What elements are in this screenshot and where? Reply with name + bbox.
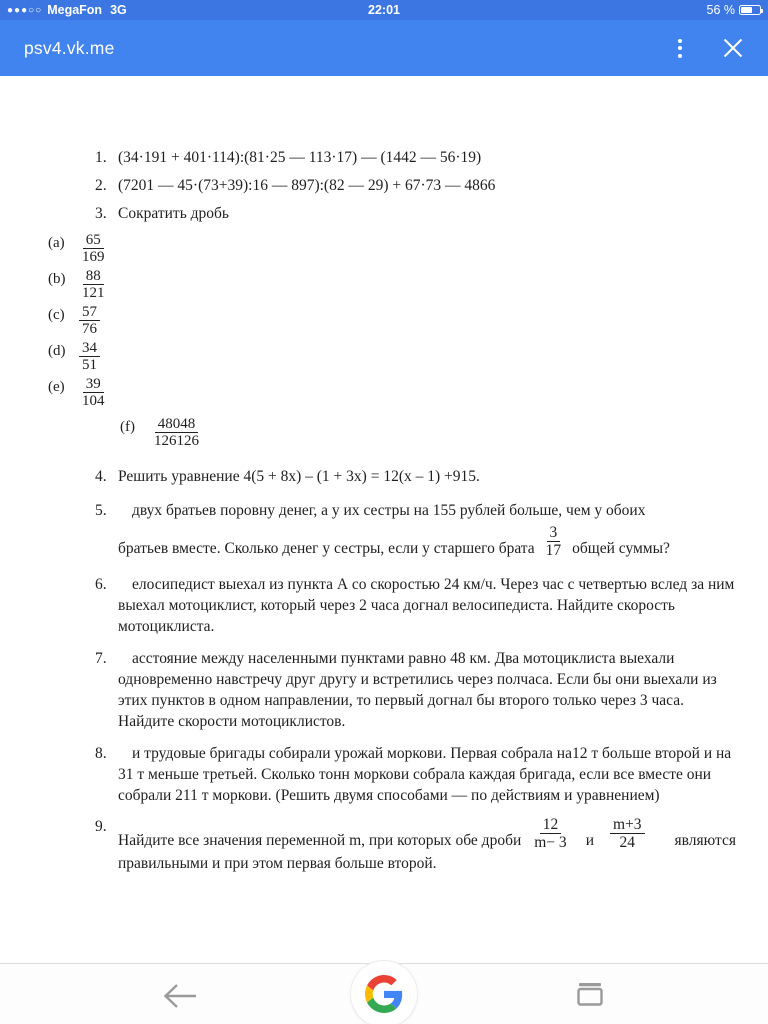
problem-number: 3. <box>95 205 107 222</box>
fraction-1 <box>531 816 569 851</box>
google-logo-icon <box>365 975 403 1013</box>
fraction-label: (e) <box>48 379 65 395</box>
denominator: 17 <box>545 542 562 559</box>
fraction-label: (b) <box>48 271 66 287</box>
address-url: psv4.vk.me <box>24 37 115 58</box>
close-icon[interactable] <box>722 37 744 59</box>
problem-text-line1: двух братьев поровну денег, а у их сестры на 155 рублей больше, чем у обоих <box>132 502 646 519</box>
fraction-item-c <box>48 304 743 337</box>
problem-8 <box>95 743 743 806</box>
document-page <box>0 76 768 963</box>
problem-text: и трудовые бригады собирали урожай моркови. Первая собрала на12 т больше второй и на 31 т меньше третьей. Сколько тонн моркови собрала каждая бригада, если все вместе они собрали 211 т моркови. (Решить двумя способами — по действиям и уравнением) <box>118 745 732 804</box>
problem-9-line1 <box>118 816 743 851</box>
problem-number: 5. <box>95 502 107 519</box>
battery-icon <box>739 5 761 15</box>
numerator: 65 <box>83 232 104 249</box>
fraction <box>79 340 100 373</box>
problem-text: (34·191 + 401·114):(81·25 — 113·17) — (1442 — 56·19) <box>118 149 482 166</box>
problem-3 <box>95 204 743 224</box>
fraction-label: (c) <box>48 307 65 323</box>
fraction-label: (f) <box>120 419 135 435</box>
problem-number: 9. <box>95 818 107 835</box>
problem-text: Решить уравнение 4(5 + 8x) – (1 + 3x) = 12(x – 1) +915. <box>118 468 480 485</box>
signal-strength-icon: ●●●○○ <box>7 4 43 16</box>
problem-5 <box>95 500 743 521</box>
fraction-item-b <box>48 268 743 301</box>
problem-number: 7. <box>95 650 107 667</box>
fraction-2 <box>610 816 645 851</box>
problem-number: 4. <box>95 468 107 485</box>
problem-5-line2 <box>118 524 743 559</box>
problem-4 <box>95 466 743 487</box>
denominator: 121 <box>82 285 105 301</box>
problem-7 <box>95 648 743 732</box>
fraction-item-f <box>120 416 743 449</box>
problem-2 <box>95 176 743 196</box>
fraction-item-e <box>48 376 743 409</box>
fraction <box>79 376 108 409</box>
conjunction: и <box>585 832 594 849</box>
fraction-label: (d) <box>48 343 66 359</box>
problem-number: 6. <box>95 576 107 593</box>
denominator: 104 <box>82 393 105 409</box>
back-button[interactable] <box>160 982 200 1010</box>
problem-text: являются <box>674 832 737 849</box>
numerator: 3 <box>547 524 561 542</box>
google-button[interactable] <box>351 961 417 1024</box>
numerator: 48048 <box>155 416 199 433</box>
network-type-label: 3G <box>110 3 127 17</box>
fraction <box>79 304 100 337</box>
problem-text: Найдите все значения переменной m, при которых обе дроби <box>118 832 522 849</box>
fraction <box>151 416 202 449</box>
fraction <box>79 232 108 265</box>
problem-6 <box>95 574 743 637</box>
numerator: 39 <box>83 376 104 393</box>
problem-text: братьев вместе. Сколько денег у сестры, если у старшего брата <box>118 540 535 557</box>
problem-text: Сократить дробь <box>118 205 229 222</box>
tab-switcher-icon <box>574 980 606 1008</box>
denominator: m− 3 <box>534 834 567 851</box>
numerator: m+3 <box>610 816 645 834</box>
fraction-label: (a) <box>48 235 65 251</box>
problem-1 <box>95 148 743 168</box>
fraction <box>79 268 108 301</box>
problem-number: 8. <box>95 745 107 762</box>
browser-header <box>0 20 768 76</box>
problem-text: елосипедист выехал из пункта А со скоростью 24 км/ч. Через час с четвертью вслед за ним выехал мотоциклист, который через 2 часа догнал велосипедиста. Найдите скорость мотоциклиста. <box>118 576 735 635</box>
problem-number: 1. <box>95 149 107 166</box>
problem-text: общей суммы? <box>572 540 670 557</box>
numerator: 57 <box>79 304 100 321</box>
problem-number: 2. <box>95 177 107 194</box>
clock: 22:01 <box>368 3 400 17</box>
bottom-toolbar <box>0 963 768 1024</box>
problem-text: асстояние между населенными пунктами равно 48 км. Два мотоциклиста выехали одновременно навстречу друг другу и встретились через полчаса. Если бы они выехали из этих пунктов в одном направлении, то первый догнал бы второго только через 3 часа. Найдите скорости мотоциклистов. <box>118 650 717 730</box>
tab-switcher-button[interactable] <box>574 980 606 1008</box>
status-bar <box>0 0 768 20</box>
overflow-menu-icon[interactable] <box>672 33 688 64</box>
denominator: 169 <box>82 249 105 265</box>
numerator: 12 <box>540 816 562 834</box>
denominator: 51 <box>82 357 97 373</box>
fraction-item-a <box>48 232 743 265</box>
fraction-item-d <box>48 340 743 373</box>
denominator: 76 <box>82 321 97 337</box>
problem-9 <box>95 816 743 874</box>
fraction <box>543 524 565 559</box>
battery-percent: 56 % <box>706 3 735 17</box>
numerator: 34 <box>79 340 100 357</box>
back-arrow-icon <box>160 982 200 1010</box>
numerator: 88 <box>83 268 104 285</box>
denominator: 126126 <box>154 433 199 449</box>
problem-text: (7201 — 45·(73+39):16 — 897):(82 — 29) + 67·73 — 4866 <box>118 177 496 194</box>
denominator: 24 <box>619 834 636 851</box>
carrier-label: MegaFon <box>47 3 103 17</box>
problem-9-line2: правильными и при этом первая больше второй. <box>118 855 437 872</box>
